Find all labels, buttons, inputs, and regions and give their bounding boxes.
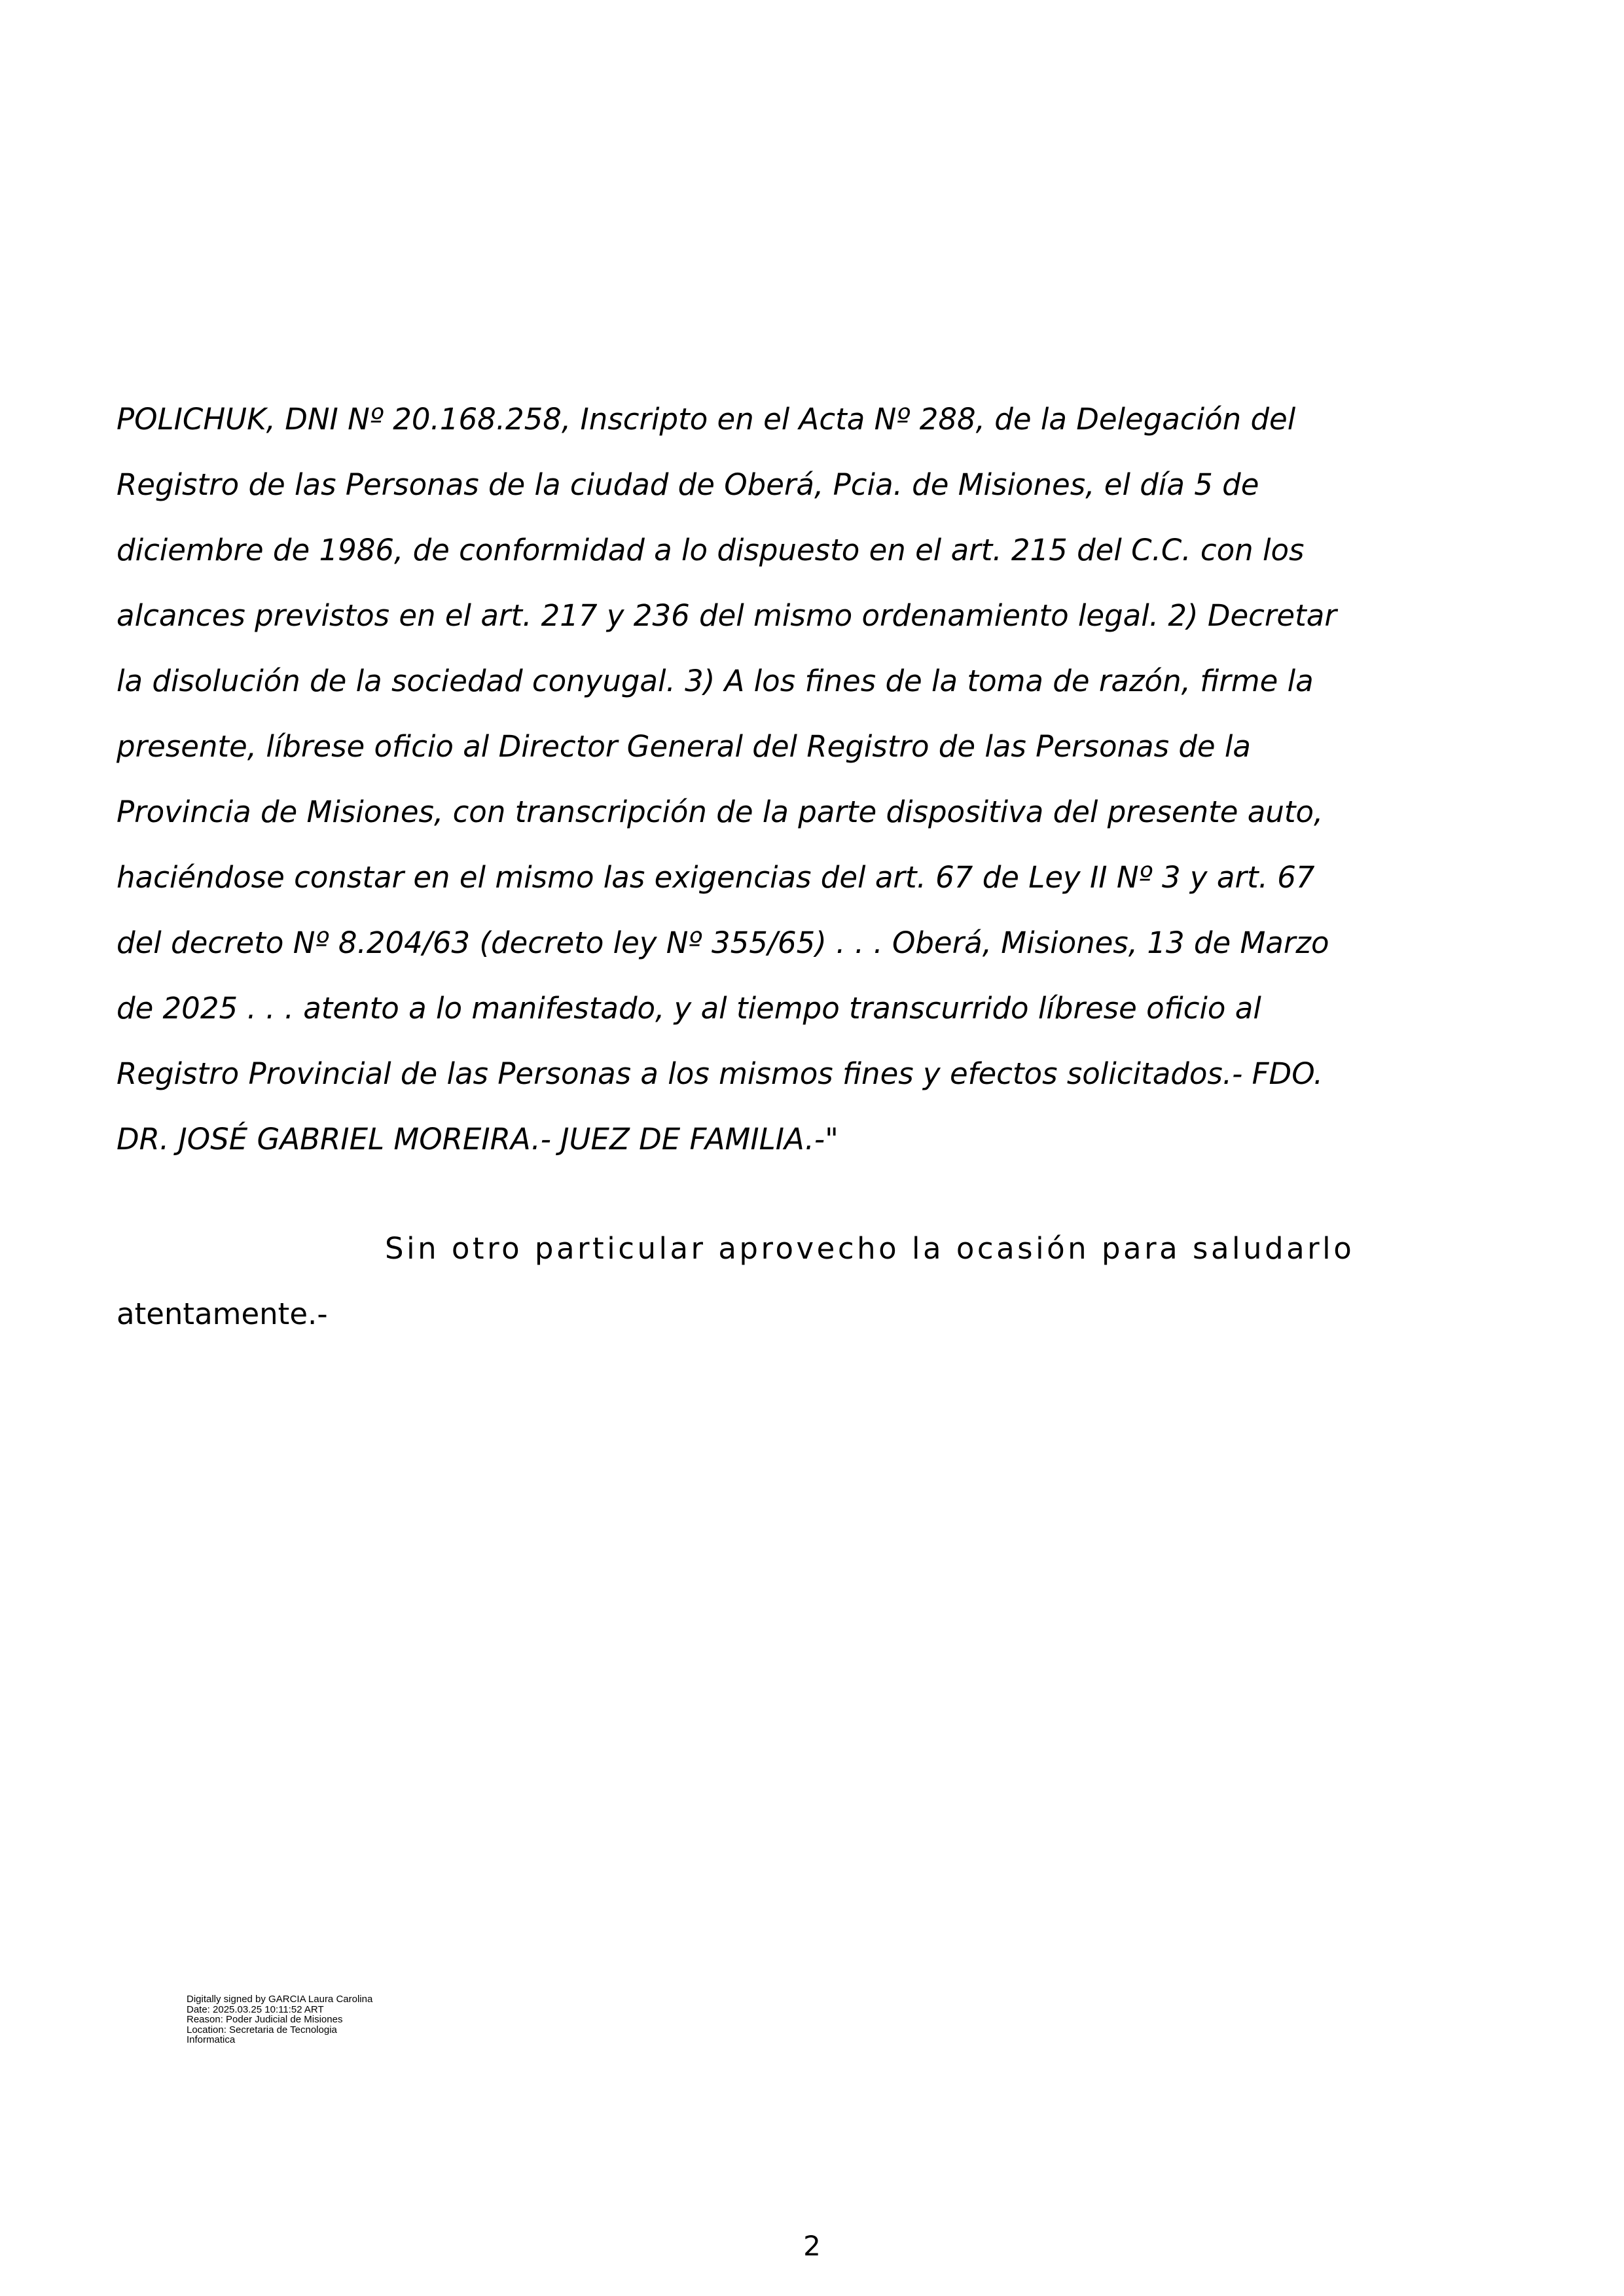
body-line-2: Registro de las Personas de la ciudad de Oberá, Pcia. de Misiones, el día 5 de (117, 467, 1259, 502)
body-line-12: DR. JOSÉ GABRIEL MOREIRA.- JUEZ DE FAMILIA.-" (117, 1122, 839, 1157)
body-line-6: presente, líbrese oficio al Director General del Registro de las Personas de la (117, 729, 1251, 764)
body-line-4: alcances previstos en el art. 217 y 236 del mismo ordenamiento legal. 2) Decretar (117, 598, 1337, 633)
body-line-9: del decreto Nº 8.204/63 (decreto ley Nº 355/65) . . . Oberá, Misiones, 13 de Marzo (117, 925, 1329, 960)
signature-signed-by: Digitally signed by GARCIA Laura Carolina (187, 1994, 373, 2005)
closing-paragraph-line-1: Sin otro particular aprovecho la ocasión para saludarlo (385, 1231, 1355, 1266)
page-number: 2 (803, 2230, 821, 2262)
body-line-5: la disolución de la sociedad conyugal. 3) A los fines de la toma de razón, firme la (117, 664, 1314, 698)
digital-signature-block (187, 1994, 579, 2045)
signature-date: Date: 2025.03.25 10:11:52 ART (187, 2003, 324, 2015)
body-line-11: Registro Provincial de las Personas a los mismos fines y efectos solicitados.- FDO. (117, 1056, 1324, 1091)
body-line-10: de 2025 . . . atento a lo manifestado, y al tiempo transcurrido líbrese oficio al (117, 991, 1261, 1026)
signature-reason: Reason: Poder Judicial de Misiones (187, 2014, 343, 2025)
closing-paragraph-line-2: atentamente.- (117, 1297, 328, 1331)
signature-location-continued: Informatica (187, 2034, 236, 2045)
signature-location: Location: Secretaria de Tecnologia (187, 2024, 337, 2036)
body-line-7: Provincia de Misiones, con transcripción de la parte dispositiva del presente auto, (117, 795, 1324, 829)
body-line-1: POLICHUK, DNI Nº 20.168.258, Inscripto en el Acta Nº 288, de la Delegación del (117, 402, 1296, 437)
body-line-3: diciembre de 1986, de conformidad a lo dispuesto en el art. 215 del C.C. con los (117, 533, 1305, 567)
body-line-8: haciéndose constar en el mismo las exigencias del art. 67 de Ley II Nº 3 y art. 67 (117, 860, 1315, 895)
